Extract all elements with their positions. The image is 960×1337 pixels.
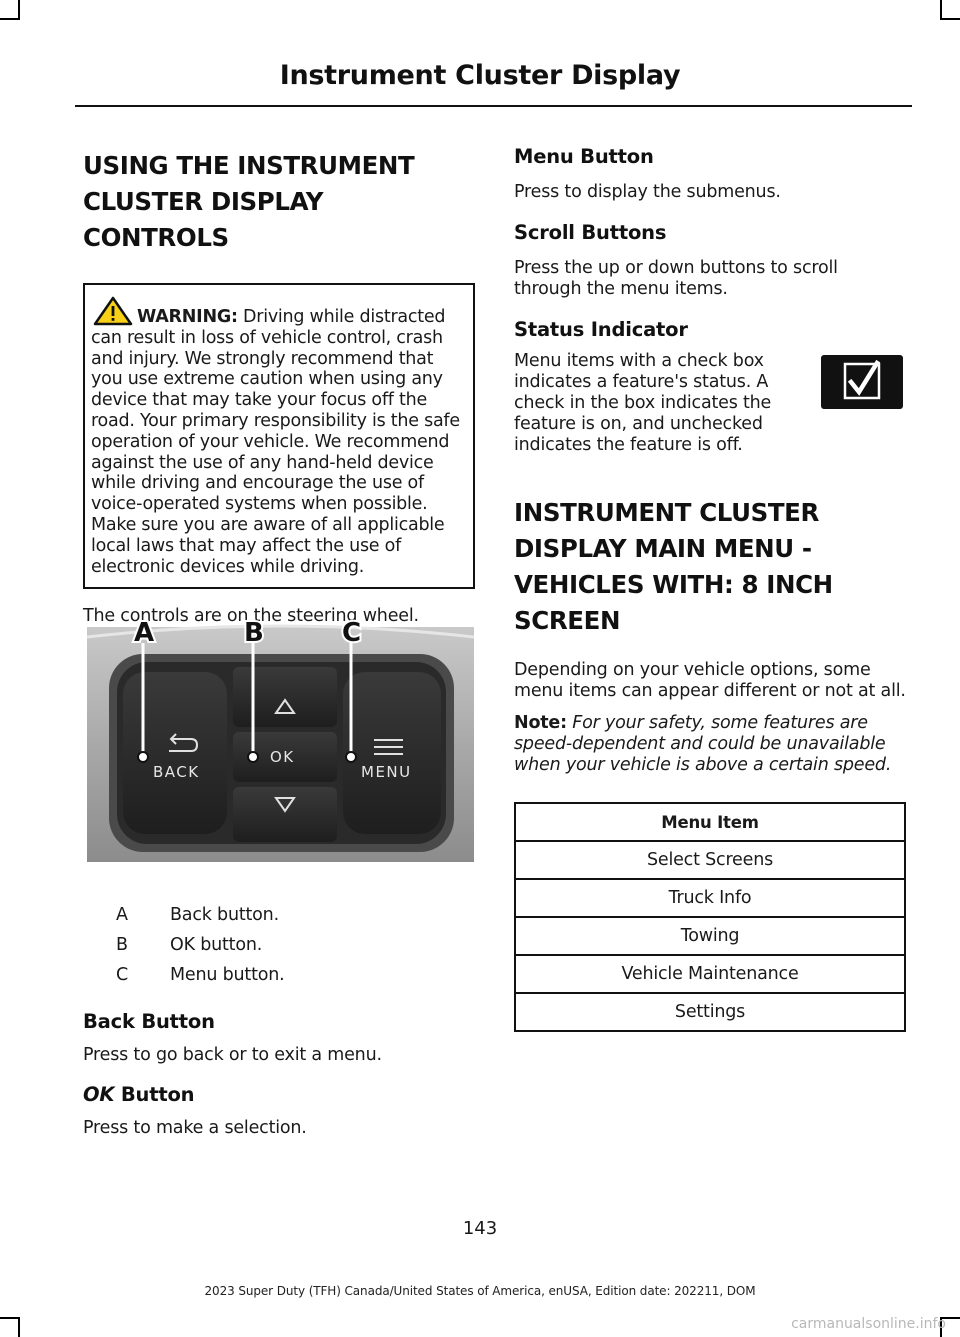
menu-items-table bbox=[514, 802, 906, 1032]
left-lower-section bbox=[83, 1010, 475, 1139]
scroll-buttons-text: Press the up or down buttons to scroll through the menu items. bbox=[514, 258, 838, 299]
steering-wheel-controls-figure bbox=[87, 617, 474, 862]
legend-key: C bbox=[116, 965, 129, 985]
legend-text: OK button. bbox=[170, 935, 263, 955]
section-title-line: CLUSTER DISPLAY CONTROLS bbox=[83, 187, 324, 252]
legend-key: B bbox=[116, 935, 128, 955]
ok-heading-rest: Button bbox=[114, 1083, 195, 1106]
section-title-line: SCREEN bbox=[514, 606, 621, 635]
steering-wheel-illustration bbox=[87, 617, 474, 862]
menu-button-text: Press to display the submenus. bbox=[514, 182, 781, 202]
header-divider bbox=[75, 105, 912, 107]
legend-row bbox=[116, 930, 285, 960]
note-text: For your safety, some features are speed-dependent and could be unavailable when your vehicle is above a certain speed. bbox=[514, 713, 892, 775]
status-indicator-text: Menu items with a check box indicates a feature's status. A check in the box indicates the feature is on, and unchecked indicates the feature is off. bbox=[514, 351, 772, 455]
crop-mark bbox=[18, 0, 20, 20]
back-button-text: Press to go back or to exit a menu. bbox=[83, 1045, 382, 1065]
callout-dot-b bbox=[248, 752, 258, 762]
figure-legend bbox=[116, 900, 285, 990]
ok-button-text: OK bbox=[270, 748, 295, 766]
table-row bbox=[515, 917, 905, 955]
table-header: Menu Item bbox=[515, 803, 905, 841]
scroll-up-button-illustration bbox=[233, 667, 337, 727]
warning-text: Driving while distracted can result in loss of vehicle control, crash and injury. We strongly recommend that you use extreme caution when using any device that may take your focus off the road. Your primary responsibility is the safe operation of your vehicle. We recommend against the use of any hand-held device while driving and encourage the use of voice-operated systems when possible. Make sure you are aware of all applicable local laws that may affect the use of electronic devices while driving. bbox=[91, 307, 460, 577]
callout-dot-c bbox=[346, 752, 356, 762]
legend-row bbox=[116, 900, 285, 930]
callout-dot-a bbox=[138, 752, 148, 762]
page-number: 143 bbox=[462, 1218, 498, 1239]
checkbox-icon bbox=[821, 355, 903, 409]
table-cell: Settings bbox=[515, 993, 905, 1031]
table-row bbox=[515, 841, 905, 879]
section-title bbox=[83, 148, 475, 256]
legend-text: Back button. bbox=[170, 905, 279, 925]
main-menu-section-title bbox=[514, 495, 908, 639]
ok-button-heading bbox=[83, 1083, 475, 1106]
legend-text: Menu button. bbox=[170, 965, 285, 985]
warning-box bbox=[83, 283, 475, 589]
crop-mark bbox=[18, 1317, 20, 1337]
menu-options-text: Depending on your vehicle options, some menu items can appear different or not at all. bbox=[514, 660, 906, 701]
table-cell: Towing bbox=[515, 917, 905, 955]
scroll-down-button-illustration bbox=[233, 787, 337, 842]
section-title-line: VEHICLES WITH: 8 INCH bbox=[514, 570, 833, 599]
menu-button-text: MENU bbox=[361, 763, 412, 781]
callout-label-b: B bbox=[244, 618, 264, 648]
table-row bbox=[515, 993, 905, 1031]
crop-mark bbox=[0, 18, 20, 20]
footer-text: 2023 Super Duty (TFH) Canada/United States of America, enUSA, Edition date: 202211, DOM bbox=[204, 1284, 756, 1298]
left-column bbox=[83, 148, 475, 627]
note-label: Note: bbox=[514, 713, 567, 733]
status-indicator-heading: Status Indicator bbox=[514, 318, 688, 341]
table-row bbox=[515, 879, 905, 917]
section-title-line: USING THE INSTRUMENT bbox=[83, 151, 415, 180]
back-button-text: BACK bbox=[153, 763, 200, 781]
page-header-title: Instrument Cluster Display bbox=[279, 60, 681, 91]
table-cell: Select Screens bbox=[515, 841, 905, 879]
legend-row bbox=[116, 960, 285, 990]
table-cell: Vehicle Maintenance bbox=[515, 955, 905, 993]
right-column bbox=[514, 145, 908, 1032]
controls-intro: The controls are on the steering wheel. bbox=[83, 606, 419, 627]
callout-label-a: A bbox=[134, 618, 155, 648]
ok-heading-italic: OK bbox=[83, 1083, 115, 1106]
warning-triangle-icon bbox=[93, 296, 133, 326]
table-cell: Truck Info bbox=[515, 879, 905, 917]
crop-mark bbox=[0, 1317, 20, 1319]
legend-key: A bbox=[116, 905, 128, 925]
menu-button-heading: Menu Button bbox=[514, 145, 654, 168]
scroll-buttons-heading: Scroll Buttons bbox=[514, 221, 667, 244]
section-title-line: DISPLAY MAIN MENU - bbox=[514, 534, 812, 563]
note-paragraph bbox=[514, 713, 908, 776]
back-button-heading: Back Button bbox=[83, 1010, 215, 1033]
warning-label: WARNING: bbox=[137, 307, 238, 327]
status-indicator-block bbox=[514, 351, 908, 456]
ok-button-text: Press to make a selection. bbox=[83, 1118, 307, 1138]
crop-mark bbox=[940, 18, 960, 20]
watermark: carmanualsonline.info bbox=[791, 1316, 946, 1332]
table-row bbox=[515, 955, 905, 993]
section-title-line: INSTRUMENT CLUSTER bbox=[514, 498, 819, 527]
crop-mark bbox=[940, 0, 942, 20]
callout-label-c: C bbox=[342, 618, 362, 648]
